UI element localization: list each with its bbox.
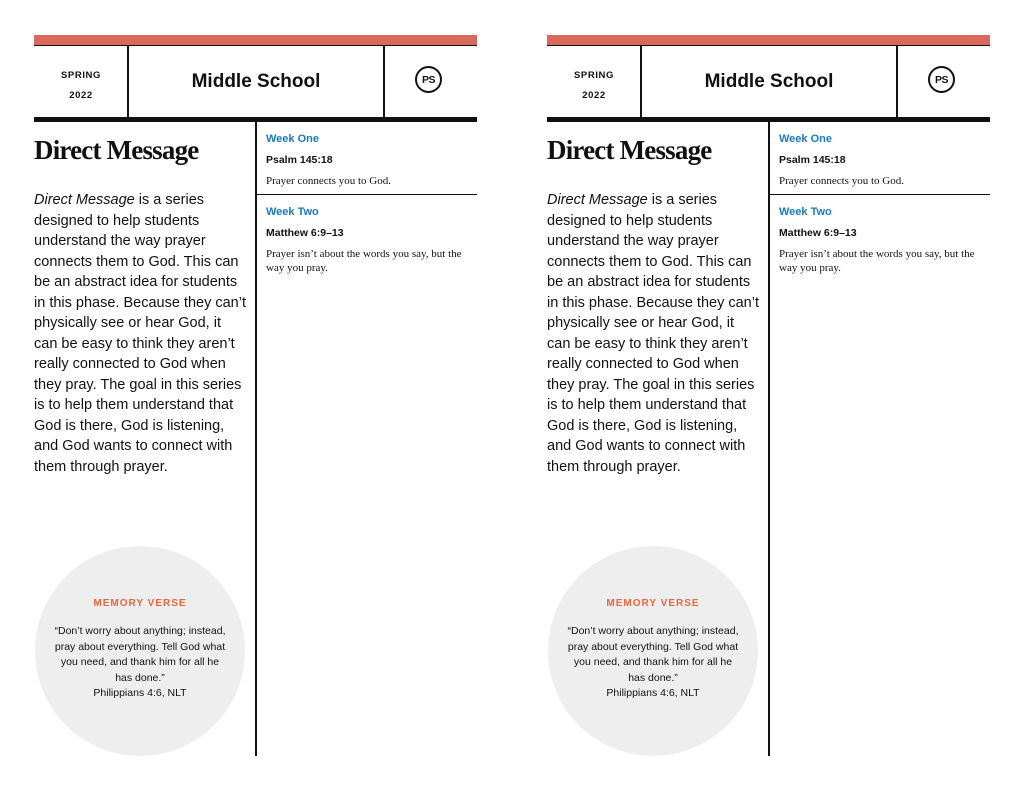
week-label: Week One [266, 133, 319, 145]
memory-verse-label: MEMORY VERSE [606, 598, 700, 609]
series-name-italic: Direct Message [34, 192, 135, 208]
week-label: Week Two [266, 206, 319, 218]
memory-verse-text [566, 624, 740, 702]
week-label: Week One [779, 133, 832, 145]
memory-verse-quote: “Don’t worry about anything; instead, pray about everything. Tell God what you need, and thank him for all he has done.” [567, 625, 739, 684]
phase-title: Middle School [191, 71, 321, 92]
memory-verse-circle [35, 546, 245, 756]
accent-top-bar [34, 35, 477, 45]
card-header [547, 45, 990, 117]
series-title: Direct Message [547, 135, 712, 165]
phase-title: Middle School [704, 71, 834, 92]
accent-top-bar [547, 35, 990, 45]
week-summary: Prayer isn’t about the words you say, but the way you pray. [779, 248, 975, 274]
column-divider [768, 122, 770, 756]
info-card-right [547, 0, 990, 791]
card-header [34, 45, 477, 117]
week-divider [769, 194, 990, 195]
memory-verse-reference: Philippians 4:6, NLT [93, 687, 187, 699]
week-two-block [266, 205, 476, 275]
scripture-reference: Psalm 145:18 [779, 154, 846, 166]
info-card-left [34, 0, 477, 791]
year-text: 2022 [69, 90, 93, 101]
season-text: SPRING [573, 70, 615, 81]
scripture-reference: Matthew 6:9–13 [779, 227, 857, 239]
season-label [34, 66, 128, 106]
column-divider [255, 122, 257, 756]
series-description [34, 190, 248, 477]
year-text: 2022 [582, 90, 606, 101]
series-name-italic: Direct Message [547, 192, 648, 208]
scripture-reference: Psalm 145:18 [266, 154, 333, 166]
week-label: Week Two [779, 206, 832, 218]
week-one-block [779, 132, 989, 188]
week-summary: Prayer isn’t about the words you say, but the way you pray. [266, 248, 462, 274]
week-summary: Prayer connects you to God. [779, 175, 904, 187]
header-divider [383, 46, 385, 118]
series-description-text: is a series designed to help students understand the way prayer connects them to God. This can be an abstract idea for students in this phase. Because they can’t physically see or hear God, it can be easy to think they aren’t really connected to God when they pray. The goal in this series is to help them understand that God is there, God is listening, and God wants to connect with them through prayer. [34, 192, 246, 475]
series-description [547, 190, 761, 477]
season-text: SPRING [60, 70, 102, 81]
parent-cue-logo-icon: PS [415, 66, 442, 93]
week-one-block [266, 132, 476, 188]
series-title: Direct Message [34, 135, 199, 165]
week-two-block [779, 205, 989, 275]
parent-cue-logo-icon: PS [928, 66, 955, 93]
week-summary: Prayer connects you to God. [266, 175, 391, 187]
scripture-reference: Matthew 6:9–13 [266, 227, 344, 239]
memory-verse-label: MEMORY VERSE [93, 598, 187, 609]
header-divider [896, 46, 898, 118]
season-label [547, 66, 641, 106]
memory-verse-text [53, 624, 227, 702]
memory-verse-reference: Philippians 4:6, NLT [606, 687, 700, 699]
week-divider [256, 194, 477, 195]
memory-verse-quote: “Don’t worry about anything; instead, pray about everything. Tell God what you need, and thank him for all he has done.” [54, 625, 226, 684]
memory-verse-circle [548, 546, 758, 756]
series-description-text: is a series designed to help students understand the way prayer connects them to God. This can be an abstract idea for students in this phase. Because they can’t physically see or hear God, it can be easy to think they aren’t really connected to God when they pray. The goal in this series is to help them understand that God is there, God is listening, and God wants to connect with them through prayer. [547, 192, 759, 475]
